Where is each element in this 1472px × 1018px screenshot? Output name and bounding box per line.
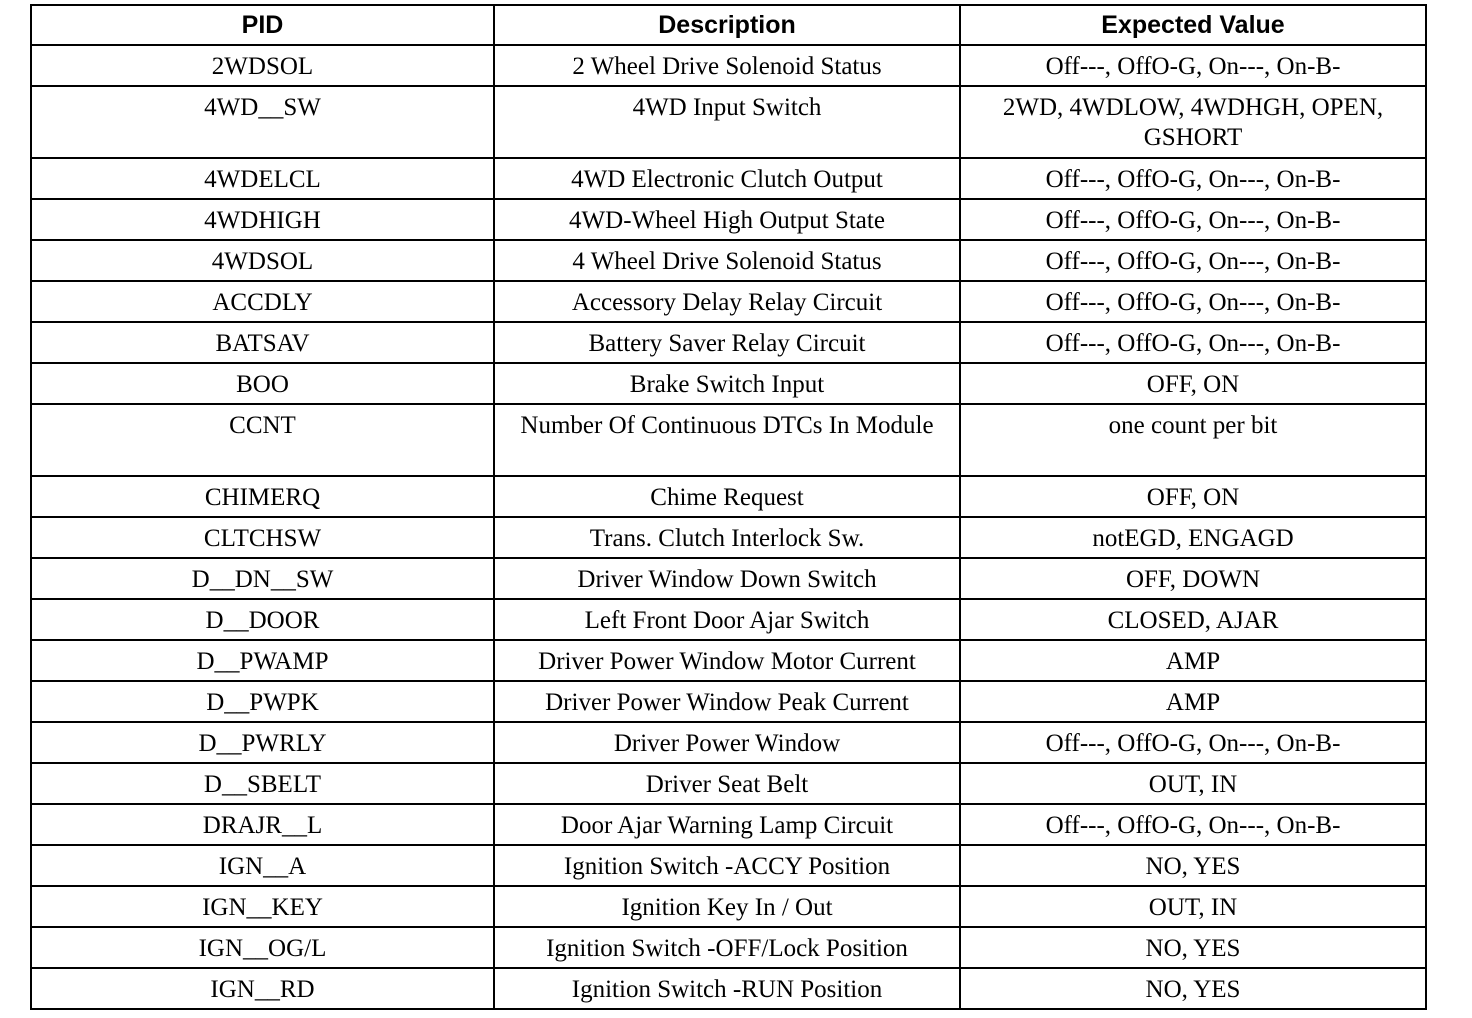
pid-cell: D__PWRLY	[31, 722, 494, 763]
table-row	[31, 763, 1426, 804]
expected-value-cell: Off---, OffO-G, On---, On-B-	[960, 281, 1426, 322]
header-expected-value: Expected Value	[960, 5, 1426, 45]
table-row	[31, 404, 1426, 476]
table-row	[31, 199, 1426, 240]
table-row	[31, 722, 1426, 763]
pid-cell: DRAJR__L	[31, 804, 494, 845]
description-cell: 4WD Input Switch	[494, 86, 960, 158]
description-cell: Trans. Clutch Interlock Sw.	[494, 517, 960, 558]
expected-value-cell: notEGD, ENGAGD	[960, 517, 1426, 558]
expected-value-cell: OFF, DOWN	[960, 558, 1426, 599]
table-row	[31, 886, 1426, 927]
description-cell: Left Front Door Ajar Switch	[494, 599, 960, 640]
pid-cell: IGN__KEY	[31, 886, 494, 927]
pid-cell: IGN__OG/L	[31, 927, 494, 968]
expected-value-cell: OUT, IN	[960, 763, 1426, 804]
table-row	[31, 158, 1426, 199]
table-row	[31, 681, 1426, 722]
description-cell: Driver Power Window Peak Current	[494, 681, 960, 722]
table-row	[31, 968, 1426, 1009]
expected-value-cell: AMP	[960, 681, 1426, 722]
description-cell: Chime Request	[494, 476, 960, 517]
table-row	[31, 45, 1426, 86]
table-row	[31, 476, 1426, 517]
description-cell: Driver Power Window	[494, 722, 960, 763]
pid-cell: 2WDSOL	[31, 45, 494, 86]
expected-value-cell: 2WD, 4WDLOW, 4WDHGH, OPEN, GSHORT	[960, 86, 1426, 158]
pid-cell: IGN__A	[31, 845, 494, 886]
pid-cell: BATSAV	[31, 322, 494, 363]
description-cell: Driver Window Down Switch	[494, 558, 960, 599]
expected-value-cell: NO, YES	[960, 968, 1426, 1009]
pid-cell: CLTCHSW	[31, 517, 494, 558]
header-row	[31, 5, 1426, 45]
description-cell: Ignition Switch -ACCY Position	[494, 845, 960, 886]
description-cell: Battery Saver Relay Circuit	[494, 322, 960, 363]
expected-value-cell: OUT, IN	[960, 886, 1426, 927]
pid-cell: 4WDELCL	[31, 158, 494, 199]
table-row	[31, 281, 1426, 322]
table-row	[31, 845, 1426, 886]
description-cell: 4WD-Wheel High Output State	[494, 199, 960, 240]
description-cell: Accessory Delay Relay Circuit	[494, 281, 960, 322]
table-row	[31, 640, 1426, 681]
expected-value-cell: Off---, OffO-G, On---, On-B-	[960, 804, 1426, 845]
expected-value-cell: OFF, ON	[960, 363, 1426, 404]
table-row	[31, 927, 1426, 968]
table-row	[31, 363, 1426, 404]
header-description: Description	[494, 5, 960, 45]
pid-cell: CCNT	[31, 404, 494, 476]
table-row	[31, 804, 1426, 845]
description-cell: Number Of Continuous DTCs In Module	[494, 404, 960, 476]
pid-cell: D__PWPK	[31, 681, 494, 722]
pid-cell: 4WDSOL	[31, 240, 494, 281]
description-cell: Door Ajar Warning Lamp Circuit	[494, 804, 960, 845]
pid-cell: 4WDHIGH	[31, 199, 494, 240]
pid-cell: D__DN__SW	[31, 558, 494, 599]
description-cell: Ignition Switch -OFF/Lock Position	[494, 927, 960, 968]
expected-value-cell: Off---, OffO-G, On---, On-B-	[960, 158, 1426, 199]
table-row	[31, 322, 1426, 363]
description-cell: 4 Wheel Drive Solenoid Status	[494, 240, 960, 281]
description-cell: Driver Seat Belt	[494, 763, 960, 804]
expected-value-cell: OFF, ON	[960, 476, 1426, 517]
table-row	[31, 240, 1426, 281]
description-cell: Ignition Key In / Out	[494, 886, 960, 927]
expected-value-cell: one count per bit	[960, 404, 1426, 476]
expected-value-cell: CLOSED, AJAR	[960, 599, 1426, 640]
pid-cell: D__SBELT	[31, 763, 494, 804]
expected-value-cell: Off---, OffO-G, On---, On-B-	[960, 722, 1426, 763]
description-cell: 2 Wheel Drive Solenoid Status	[494, 45, 960, 86]
pid-cell: D__PWAMP	[31, 640, 494, 681]
expected-value-cell: Off---, OffO-G, On---, On-B-	[960, 322, 1426, 363]
table-row	[31, 86, 1426, 158]
description-cell: Brake Switch Input	[494, 363, 960, 404]
expected-value-cell: Off---, OffO-G, On---, On-B-	[960, 199, 1426, 240]
pid-cell: IGN__RD	[31, 968, 494, 1009]
expected-value-cell: Off---, OffO-G, On---, On-B-	[960, 45, 1426, 86]
pid-cell: BOO	[31, 363, 494, 404]
table-row	[31, 558, 1426, 599]
description-cell: 4WD Electronic Clutch Output	[494, 158, 960, 199]
expected-value-cell: AMP	[960, 640, 1426, 681]
description-cell: Ignition Switch -RUN Position	[494, 968, 960, 1009]
pid-cell: 4WD__SW	[31, 86, 494, 158]
pid-table	[30, 4, 1427, 1010]
table-row	[31, 599, 1426, 640]
expected-value-cell: NO, YES	[960, 845, 1426, 886]
pid-cell: D__DOOR	[31, 599, 494, 640]
table-row	[31, 517, 1426, 558]
pid-cell: CHIMERQ	[31, 476, 494, 517]
description-cell: Driver Power Window Motor Current	[494, 640, 960, 681]
header-pid: PID	[31, 5, 494, 45]
expected-value-cell: Off---, OffO-G, On---, On-B-	[960, 240, 1426, 281]
expected-value-cell: NO, YES	[960, 927, 1426, 968]
pid-cell: ACCDLY	[31, 281, 494, 322]
